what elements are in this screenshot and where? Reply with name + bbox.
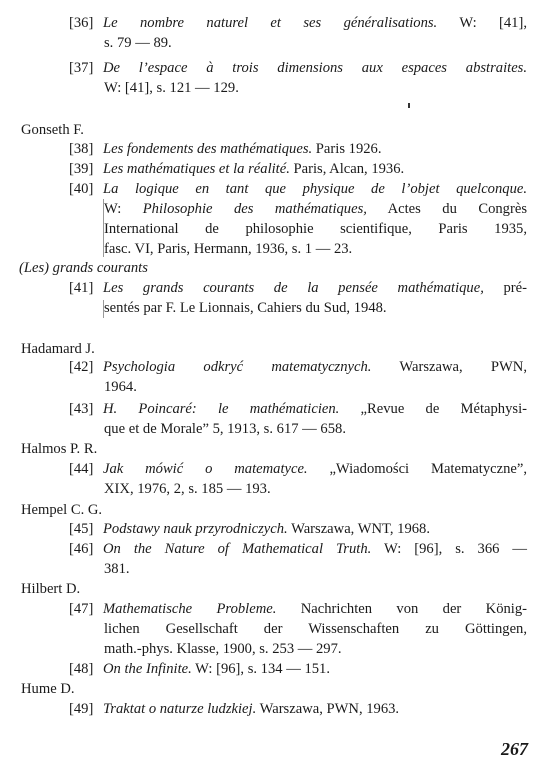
entry-continuation: lichen Gesellschaft der Wissenschaften zu Göttingen, — [104, 621, 527, 637]
entry-number: [41] — [69, 280, 94, 296]
author-heading: Hilbert D. — [21, 581, 81, 597]
entry-title: Podstawy nauk przyrodniczych. — [103, 521, 288, 537]
entry-line — [69, 460, 527, 480]
entry-line — [69, 700, 527, 720]
entry-title: On the Infinite. — [103, 661, 192, 677]
entry-title: Les mathématiques et la réalité. — [103, 161, 290, 177]
bib-entry-43 — [69, 400, 527, 440]
entry-line — [69, 180, 527, 200]
entry-line — [69, 358, 527, 378]
entry-line — [69, 59, 527, 79]
author-heading: Hume D. — [21, 681, 75, 697]
entry-line — [69, 279, 527, 299]
entry-line — [69, 660, 527, 680]
entry-number: [40] — [69, 181, 94, 197]
entry-number: [49] — [69, 701, 94, 717]
bib-entry-44 — [69, 460, 527, 500]
entry-number: [47] — [69, 601, 94, 617]
bib-entry-39 — [69, 160, 527, 180]
entry-source: Nachrichten von der König- — [276, 601, 527, 617]
bib-entry-45 — [69, 520, 527, 540]
page-number: 267 — [501, 739, 528, 759]
entry-source: Warszawa, PWN, 1963. — [256, 701, 400, 717]
entry-source: W: [96], s. 366 — — [371, 541, 527, 557]
entry-source: „Wiadomości Matematyczne”, — [307, 461, 527, 477]
bib-entry-48 — [69, 660, 527, 680]
entry-number: [48] — [69, 661, 94, 677]
bib-entry-38 — [69, 140, 527, 160]
bib-entry-37 — [69, 59, 527, 99]
entry-number: [36] — [69, 15, 94, 31]
entry-number: [42] — [69, 359, 94, 375]
author-heading: (Les) grands courants — [19, 260, 148, 276]
entry-line — [69, 14, 527, 34]
entry-source: W: [41], — [437, 15, 527, 31]
entry-line — [69, 600, 527, 620]
entry-continuation: 381. — [104, 561, 130, 577]
entry-continuation: math.-phys. Klasse, 1900, s. 253 — 297. — [104, 641, 342, 657]
entry-number: [45] — [69, 521, 94, 537]
entry-source: Warszawa, PWN, — [371, 359, 527, 375]
entry-source: Warszawa, WNT, 1968. — [287, 521, 430, 537]
author-heading: Gonseth F. — [21, 122, 84, 138]
entry-title: Le nombre naturel et ses généralisations. — [103, 15, 438, 31]
entry-line — [69, 160, 527, 180]
entry-line — [69, 140, 527, 160]
entry-title: Les grands courants de la pensée mathématique, — [103, 280, 484, 296]
bib-entry-47 — [69, 600, 527, 660]
author-heading: Hadamard J. — [21, 341, 95, 357]
entry-number: [46] — [69, 541, 94, 557]
entry-text: Actes du Congrès — [366, 201, 527, 217]
entry-title: Les fondements des mathématiques. — [103, 141, 313, 157]
ink-speck — [408, 103, 410, 108]
entry-number: [37] — [69, 60, 94, 76]
entry-source: W: [96], s. 134 — 151. — [191, 661, 330, 677]
entry-number: [39] — [69, 161, 94, 177]
entry-number: [44] — [69, 461, 94, 477]
entry-title: On the Nature of Mathematical Truth. — [103, 541, 372, 557]
entry-continuation: XIX, 1976, 2, s. 185 — 193. — [104, 481, 271, 497]
entry-title: Mathematische Probleme. — [103, 601, 277, 617]
entry-source: Paris 1926. — [312, 141, 382, 157]
entry-continuation: s. 79 — 89. — [104, 35, 172, 51]
entry-continuation: W: [41], s. 121 — 129. — [104, 80, 239, 96]
entry-continuation: 1964. — [104, 379, 137, 395]
bib-entry-40 — [69, 180, 527, 260]
entry-title: La logique en tant que physique de l’objet quelconque. — [103, 181, 527, 197]
bib-entry-42 — [69, 358, 527, 398]
entry-line — [69, 520, 527, 540]
entry-source: Paris, Alcan, 1936. — [289, 161, 405, 177]
entry-source: pré- — [483, 280, 527, 296]
entry-title: Traktat o naturze ludzkiej. — [103, 701, 257, 717]
entry-continuation: sentés par F. Le Lionnais, Cahiers du Sud, 1948. — [104, 300, 387, 316]
author-heading: Hempel C. G. — [21, 502, 103, 518]
entry-title: Jak mówić o matematyce. — [103, 461, 308, 477]
entry-continuation — [69, 200, 527, 220]
entry-title: Psychologia odkryć matematycznych. — [103, 359, 372, 375]
author-heading: Halmos P. R. — [21, 441, 98, 457]
margin-rule — [103, 199, 104, 257]
entry-continuation: International de philosophie scientifique, Paris 1935, — [104, 221, 527, 237]
entry-title: Philosophie des mathématiques, — [142, 201, 367, 217]
entry-text: W: — [104, 201, 143, 217]
entry-line — [69, 400, 527, 420]
entry-number: [43] — [69, 401, 94, 417]
entry-title: H. Poincaré: le mathématicien. — [103, 401, 340, 417]
entry-number: [38] — [69, 141, 94, 157]
entry-line — [69, 540, 527, 560]
entry-continuation: fasc. VI, Paris, Hermann, 1936, s. 1 — 23. — [104, 241, 353, 257]
entry-title: De l’espace à trois dimensions aux espaces abstraites. — [103, 60, 527, 76]
entry-source: „Revue de Métaphysi- — [339, 401, 527, 417]
bib-entry-41 — [69, 279, 527, 319]
entry-continuation: que et de Morale” 5, 1913, s. 617 — 658. — [104, 421, 346, 437]
bib-entry-36 — [69, 14, 527, 54]
bib-entry-46 — [69, 540, 527, 580]
bib-entry-49 — [69, 700, 527, 720]
margin-rule — [103, 300, 104, 318]
